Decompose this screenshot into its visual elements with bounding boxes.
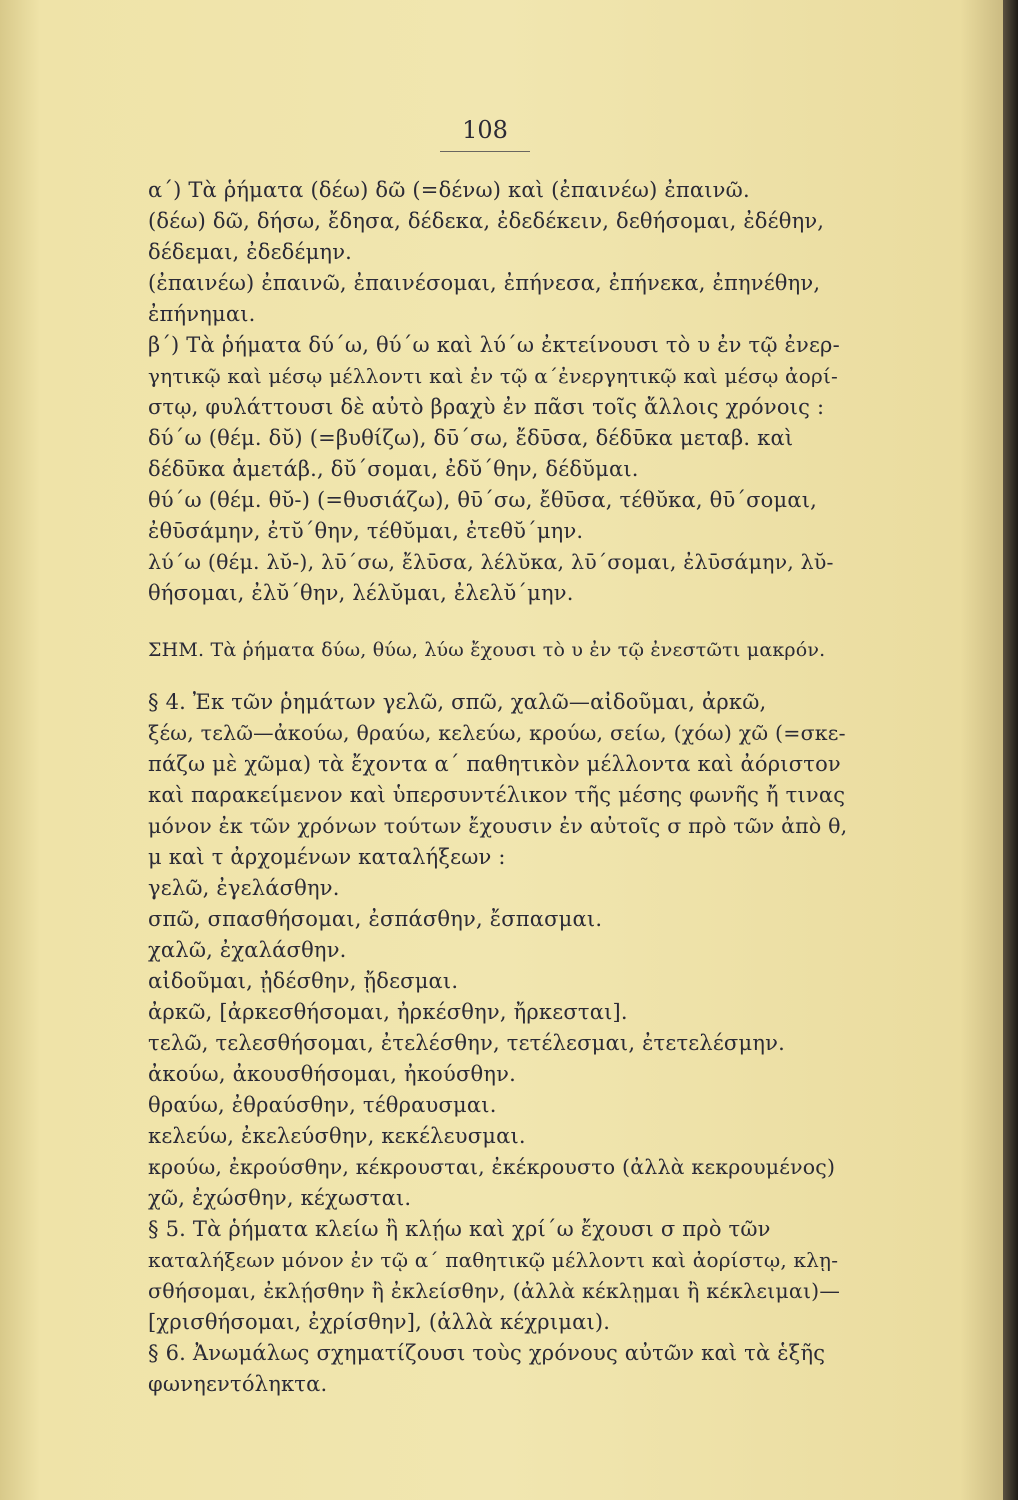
text-line: ξέω, τελῶ—ἀκούω, θραύω, κελεύω, κρούω, σείω, (χόω) χῶ (=σκε- — [148, 721, 846, 745]
text-line: β΄) Τὰ ῥήματα δύ΄ω, θύ΄ω καὶ λύ΄ω ἐκτείνουσι τὸ υ ἐν τῷ ἐνερ- — [148, 333, 840, 357]
text-line: χαλῶ, ἐχαλάσθην. — [148, 938, 347, 962]
text-line: θήσομαι, ἐλῠ΄θην, λέλῠμαι, ἐλελῠ΄μην. — [148, 581, 574, 605]
text-line: δέδῡκα ἀμετάβ., δῠ΄σομαι, ἐδῠ΄θην, δέδῠμαι. — [148, 457, 639, 481]
text-line: [χρισθήσομαι, ἐχρίσθην], (ἀλλὰ κέχριμαι). — [148, 1310, 611, 1334]
text-line: αἰδοῦμαι, ᾐδέσθην, ᾔδεσμαι. — [148, 969, 459, 993]
text-line: γελῶ, ἐγελάσθην. — [148, 876, 340, 900]
text-line: σθήσομαι, ἐκλῄσθην ἢ ἐκλείσθην, (ἀλλὰ κέκλῃμαι ἢ κέκλειμαι)— — [148, 1279, 841, 1303]
text-line: φωνηεντόληκτα. — [148, 1372, 328, 1396]
section-6-heading-line: § 6. Ἀνωμάλως σχηματίζουσι τοὺς χρόνους αὐτῶν καὶ τὰ ἑξῆς — [148, 1341, 826, 1365]
note-line: ΣΗΜ. Τὰ ῥήματα δύω, θύω, λύω ἔχουσι τὸ υ ἐν τῷ ἐνεστῶτι μακρόν. — [148, 639, 826, 661]
text-line: δέδεμαι, ἐδεδέμην. — [148, 240, 353, 264]
page-edge-shadow — [1003, 0, 1018, 1500]
text-line: κελεύω, ἐκελεύσθην, κεκέλευσμαι. — [148, 1124, 526, 1148]
text-line: κρούω, ἐκρούσθην, κέκρουσται, ἐκέκρουστο (ἀλλὰ κεκρουμένος) — [148, 1155, 836, 1179]
text-line: (δέω) δῶ, δήσω, ἔδησα, δέδεκα, ἐδεδέκειν, δεθήσομαι, ἐδέθην, — [148, 209, 825, 233]
text-line: λύ΄ω (θέμ. λῠ-), λῡ΄σω, ἔλῡσα, λέλῠκα, λῡ΄σομαι, ἐλῡσάμην, λῠ- — [148, 550, 834, 574]
text-line: θραύω, ἐθραύσθην, τέθραυσμαι. — [148, 1093, 497, 1117]
text-line: γητικῷ καὶ μέσῳ μέλλοντι καὶ ἐν τῷ α΄ἐνεργητικῷ καὶ μέσῳ ἀορί- — [148, 364, 838, 388]
text-line: ἐθῡσάμην, ἐτῠ΄θην, τέθῠμαι, ἐτεθῠ΄μην. — [148, 519, 584, 543]
text-line: (ἐπαινέω) ἐπαινῶ, ἐπαινέσομαι, ἐπήνεσα, ἐπήνεκα, ἐπηνέθην, — [148, 271, 821, 295]
text-line: ἐπήνημαι. — [148, 302, 256, 326]
text-line: χῶ, ἐχώσθην, κέχωσται. — [148, 1186, 412, 1210]
section-4-heading-line: § 4. Ἐκ τῶν ῥημάτων γελῶ, σπῶ, χαλῶ—αἰδοῦμαι, ἀρκῶ, — [148, 690, 767, 714]
text-line: θύ΄ω (θέμ. θῠ-) (=θυσιάζω), θῡ΄σω, ἔθῡσα, τέθῠκα, θῡ΄σομαι, — [148, 488, 818, 512]
text-line: πάζω μὲ χῶμα) τὰ ἔχοντα α΄ παθητικὸν μέλλοντα καὶ ἀόριστον — [148, 752, 841, 776]
text-line: ἀρκῶ, [ἀρκεσθήσομαι, ἠρκέσθην, ἤρκεσται]. — [148, 1000, 628, 1024]
text-line: α΄) Τὰ ῥήματα (δέω) δῶ (=δένω) καὶ (ἐπαινέω) ἐπαινῶ. — [148, 178, 750, 202]
text-line: τελῶ, τελεσθήσομαι, ἐτελέσθην, τετέλεσμαι, ἐτετελέσμην. — [148, 1031, 785, 1055]
text-line: δύ΄ω (θέμ. δῠ) (=βυθίζω), δῡ΄σω, ἔδῡσα, δέδῡκα μεταβ. καὶ — [148, 426, 794, 450]
text-line: σπῶ, σπασθήσομαι, ἐσπάσθην, ἔσπασμαι. — [148, 907, 603, 931]
text-line: καταλήξεων μόνον ἐν τῷ α΄ παθητικῷ μέλλοντι καὶ ἀορίστῳ, κλῃ- — [148, 1248, 839, 1272]
text-line: ἀκούω, ἀκουσθήσομαι, ἠκούσθην. — [148, 1062, 516, 1086]
section-5-heading-line: § 5. Τὰ ῥήματα κλείω ἢ κλῄω καὶ χρί΄ω ἔχουσι σ πρὸ τῶν — [148, 1217, 771, 1241]
text-line: καὶ παρακείμενον καὶ ὑπερσυντέλικον τῆς μέσης φωνῆς ἤ τινας — [148, 783, 846, 807]
text-line: μόνον ἐκ τῶν χρόνων τούτων ἔχουσιν ἐν αὐτοῖς σ πρὸ τῶν ἀπὸ θ, — [148, 814, 848, 838]
page-number-rule — [440, 151, 530, 152]
page-number: 108 — [462, 116, 508, 144]
text-line: στῳ, φυλάττουσι δὲ αὐτὸ βραχὺ ἐν πᾶσι τοῖς ἄλλοις χρόνοις : — [148, 395, 825, 419]
text-line: μ καὶ τ ἀρχομένων καταλήξεων : — [148, 845, 506, 869]
